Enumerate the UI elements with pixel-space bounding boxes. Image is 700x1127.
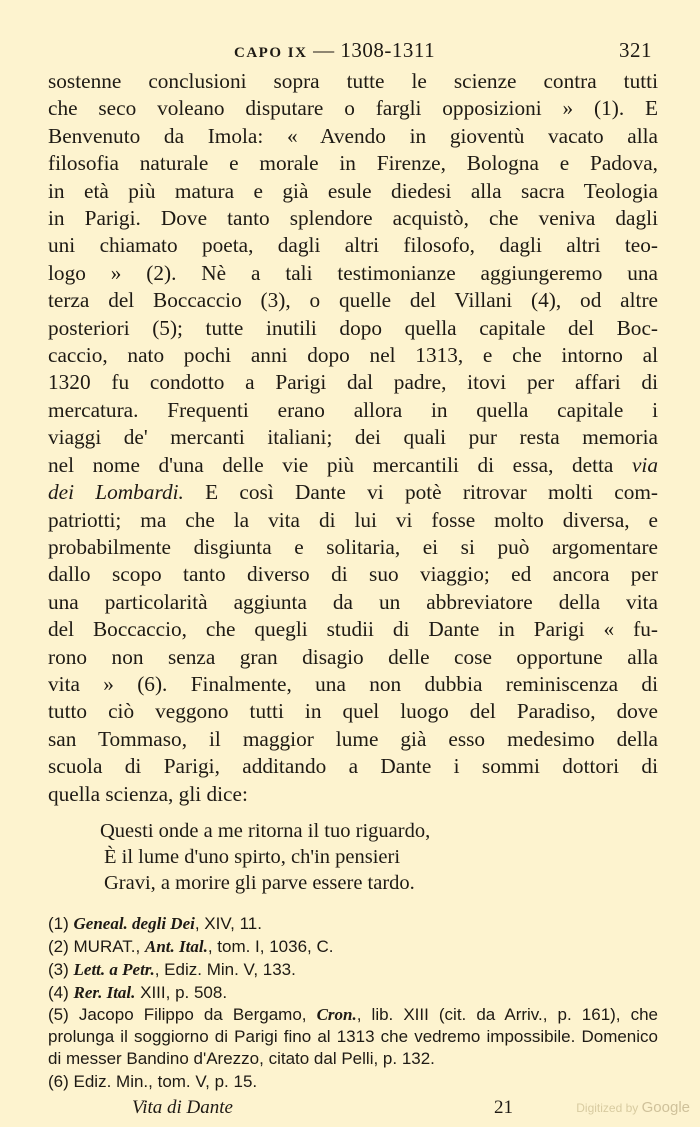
digitization-watermark — [576, 1099, 690, 1116]
italic-fragment: dei Lombardi. — [48, 480, 184, 505]
footnote-number: (2) — [48, 936, 69, 956]
signature-title: Vita di Dante — [132, 1096, 233, 1118]
signature-mark: 21 — [494, 1096, 513, 1118]
main-text — [48, 68, 658, 808]
footnote-text: , lib. XIII (cit. da Arriv., p. 161), che prolunga il soggiorno di Parigi fino al 1313 che vedremo impossibile. Domenico di messer Bandino d'Arezzo, citato dal Pelli, p. 132. — [48, 1004, 658, 1068]
footnote-text: , XIV, 11. — [194, 913, 262, 933]
footnote-title: Ant. Ital. — [144, 936, 208, 956]
page-number: 321 — [619, 38, 652, 62]
footnote-number: (5) — [48, 1004, 69, 1024]
footnote-title: Geneal. degli Dei — [73, 913, 195, 933]
text-line: probabilmente disgiunta e solitaria, ei si può argomentare — [48, 534, 658, 559]
running-title — [234, 38, 435, 63]
text-line: rono non senza gran disagio delle cose opportune alla — [48, 644, 658, 669]
text-line: vita » (6). Finalmente, una non dubbia reminiscenza di — [48, 671, 658, 696]
text-fragment: nel nome d'una delle vie più mercantili di essa, detta — [48, 452, 632, 477]
footnote-text: , tom. I, 1036, C. — [207, 936, 334, 956]
text-fragment: E così Dante vi potè ritrovar molti com- — [183, 480, 659, 505]
footnote-title: Cron. — [316, 1004, 357, 1024]
text-line: dallo scopo tanto diverso di suo viaggio; ed ancora per — [48, 562, 658, 587]
text-line: una particolarità aggiunta da un abbreviatore della vita — [48, 589, 658, 614]
text-line: posteriori (5); tutte inutili dopo quella capitale del Boc- — [48, 315, 658, 340]
text-line: mercatura. Frequenti erano allora in quella capitale i — [48, 397, 658, 422]
footnote — [48, 1004, 658, 1070]
text-line: sostenne conclusioni sopra tutte le scienze contra tutti — [48, 69, 658, 93]
footnote — [48, 935, 658, 958]
footnote-number: (1) — [48, 913, 69, 933]
footnote-title: Rer. Ital. — [73, 982, 136, 1002]
footnote — [48, 1070, 658, 1093]
text-line: terza del Boccaccio (3), o quelle del Villani (4), od altre — [48, 288, 658, 313]
footnote-number: (3) — [48, 959, 69, 979]
footnote-title: Lett. a Petr. — [73, 959, 155, 979]
page-footer — [48, 1097, 658, 1127]
footnote — [48, 981, 658, 1004]
footnote-author: MURAT., — [73, 936, 145, 956]
footnote-number: (4) — [48, 982, 69, 1002]
footnote — [48, 958, 658, 981]
chapter-years: — 1308-1311 — [307, 38, 436, 62]
verse-quote — [100, 818, 658, 896]
text-line: caccio, nato pochi anni dopo nel 1313, e che intorno al — [48, 343, 658, 368]
watermark-prefix: Digitized by — [576, 1101, 639, 1115]
text-line: san Tommaso, il maggior lume già esso medesimo della — [48, 726, 658, 751]
text-line: che seco voleano disputare o fargli opposizioni » (1). E — [48, 96, 658, 121]
text-line: scuola di Parigi, additando a Dante i sommi dottori di — [48, 754, 658, 779]
text-line: Benvenuto da Imola: « Avendo in gioventù vacato alla — [48, 123, 658, 148]
italic-fragment: via — [631, 452, 658, 477]
footnote-author: Jacopo Filippo da Bergamo, — [78, 1004, 317, 1024]
verse-line: Questi onde a me ritorna il tuo riguardo, — [100, 819, 431, 842]
text-line: patriotti; ma che la vita di lui vi fosse molto diversa, e — [48, 507, 658, 532]
text-line: in età più matura e già esule diedesi alla sacra Teologia — [48, 178, 658, 203]
text-line: uni chiamato poeta, dagli altri filosofo, dagli altri teo- — [48, 233, 658, 258]
footnotes — [48, 912, 658, 1093]
text-line: del Boccaccio, che quegli studii di Dante in Parigi « fu- — [48, 617, 658, 642]
text-line: quella scienza, gli dice: — [48, 781, 248, 806]
text-line: logo » (2). Nè a tali testimonianze aggiungeremo una — [48, 260, 658, 285]
running-header — [48, 36, 658, 66]
text-line-with-italic — [48, 479, 658, 506]
text-line: viaggi de' mercanti italiani; dei quali pur resta memoria — [48, 425, 658, 450]
text-line: tutto ciò veggono tutti in quel luogo del Paradiso, dove — [48, 699, 658, 724]
watermark-brand: Google — [641, 1099, 690, 1116]
verse-line: Gravi, a morire gli parve essere tardo. — [104, 871, 415, 894]
chapter-label: CAPO IX — [234, 45, 308, 61]
footnote-text: , Ediz. Min. V, 133. — [154, 959, 296, 979]
text-line: 1320 fu condotto a Parigi dal padre, itovi per affari di — [48, 370, 658, 395]
text-line-with-italic — [48, 452, 658, 479]
text-line: filosofia naturale e morale in Firenze, Bologna e Padova, — [48, 151, 658, 176]
footnote-number: (6) — [48, 1071, 69, 1091]
footnote-text: XIII, p. 508. — [135, 982, 228, 1002]
book-page — [48, 36, 658, 1127]
footnote-text: Ediz. Min., tom. V, p. 15. — [73, 1071, 258, 1091]
text-line: in Parigi. Dove tanto splendore acquistò, che veniva dagli — [48, 206, 658, 231]
verse-line: È il lume d'uno spirto, ch'in pensieri — [104, 845, 401, 868]
footnote — [48, 912, 658, 935]
